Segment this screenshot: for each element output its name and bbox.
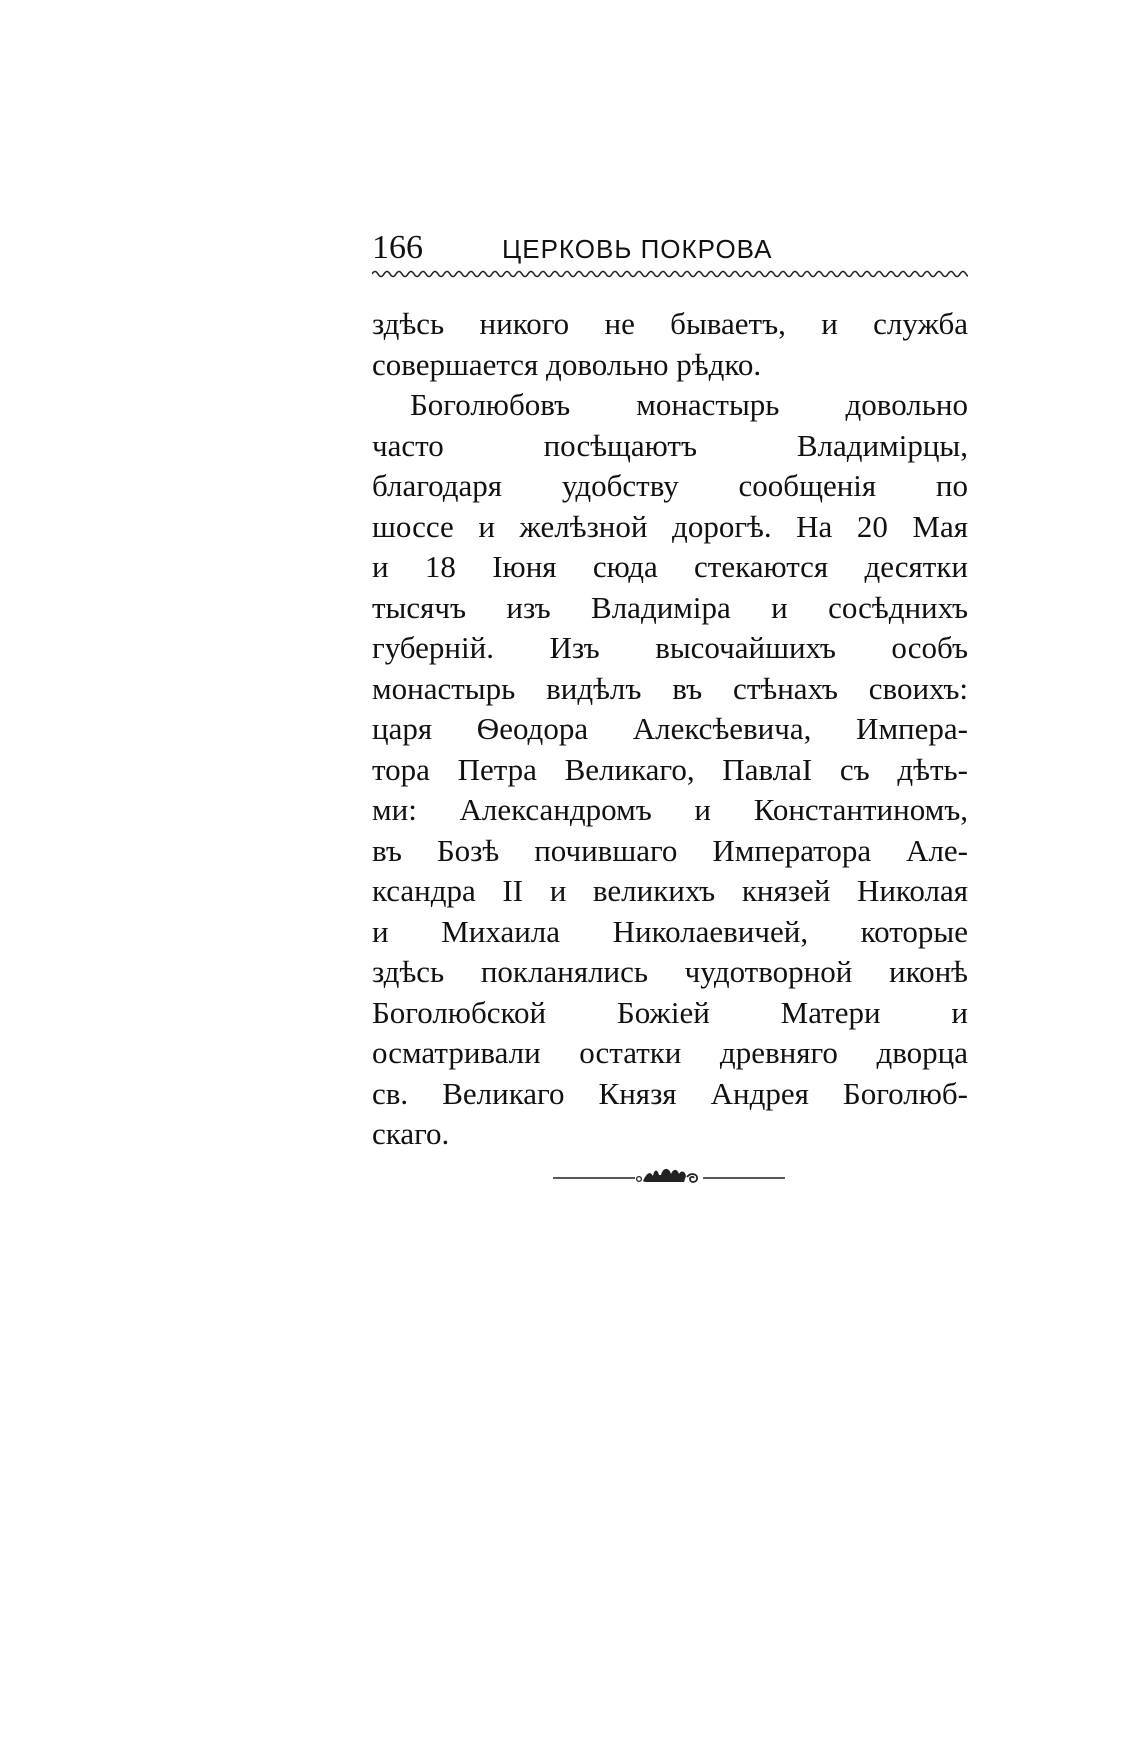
text-line: Боголюбовъ монастырь довольно [410, 387, 968, 422]
text-line: св. Великаго Князя Андрея Боголюб- [372, 1075, 968, 1111]
text-line: скаго. [372, 1116, 450, 1151]
text-line: тора Петра Великаго, ПавлаI съ дѣть- [372, 751, 968, 787]
text-line: царя Ѳеодора Алексѣевича, Импера- [372, 711, 968, 746]
text-line: монастырь видѣлъ въ стѣнахъ своихъ: [372, 670, 968, 706]
text-line: здѣсь никого не бываетъ, и служба [372, 306, 968, 341]
text-line: часто посѣщаютъ Владимірцы, [372, 427, 968, 463]
text-line: въ Бозѣ почившаго Императора Але- [372, 832, 968, 868]
text-line: ми: Александромъ и Константиномъ, [372, 792, 968, 827]
page-number: 166 [372, 229, 423, 266]
text-line: осматривали остатки древняго дворца [372, 1035, 968, 1070]
text-line: благодаря удобству сообщенія по [372, 468, 968, 503]
wavy-rule-divider [372, 268, 968, 280]
body-text [372, 304, 968, 1155]
text-line: ксандра II и великихъ князей Николая [372, 873, 968, 908]
text-line: тысячъ изъ Владиміра и сосѣднихъ [372, 589, 968, 625]
text-line: и Михаила Николаевичей, которые [372, 913, 968, 949]
text-line: и 18 Іюня сюда стекаются десятки [372, 549, 968, 584]
text-line: Боголюбской Божіей Матери и [372, 994, 968, 1030]
tailpiece-ornament-icon [553, 1162, 785, 1192]
text-line: здѣсь покланялись чудотворной иконѣ [372, 954, 968, 989]
text-line: шоссе и желѣзной дорогѣ. На 20 Мая [372, 508, 968, 544]
text-line: губерній. Изъ высочайшихъ особъ [372, 630, 968, 665]
running-head: ЦЕРКОВЬ ПОКРОВА [502, 234, 773, 264]
text-line: совершается довольно рѣдко. [372, 346, 762, 382]
